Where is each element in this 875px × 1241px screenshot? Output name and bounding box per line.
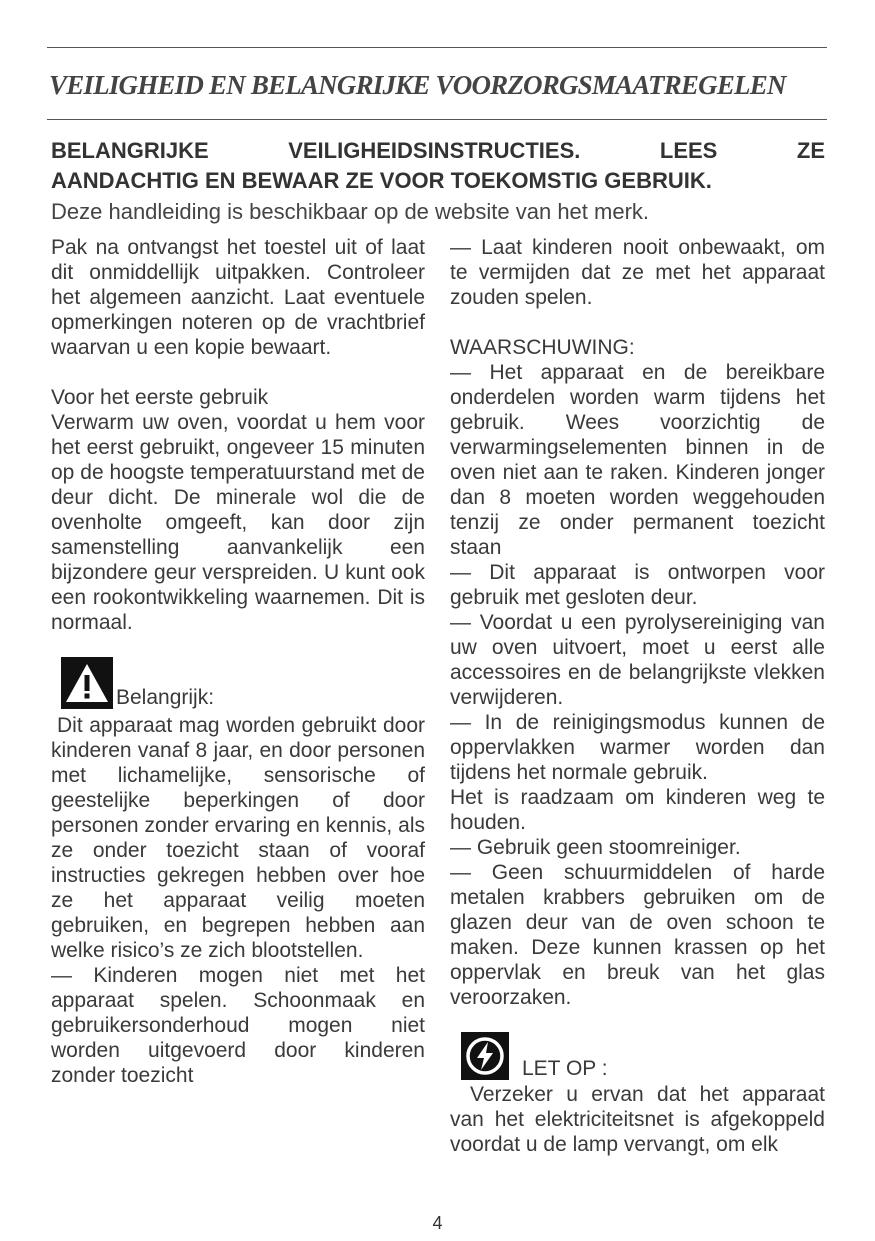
warning-scrapers: — Geen schuurmiddelen of harde metalen krabbers gebruiken om de glazen deur van de oven schoon te maken. Deze kunnen krassen op het oppervlak en breuk van het glas veroorzaken.	[450, 861, 825, 1009]
warning-children-away: Het is raadzaam om kinderen weg te houden.	[450, 786, 825, 834]
warning-cleaning-mode: — In de reinigingsmodus kunnen de oppervlakken warmer worden dan tijdens het normale gebruik.	[450, 711, 825, 784]
letop-label: LET OP :	[522, 1057, 608, 1080]
receipt-paragraph: Pak na ontvangst het toestel uit of laat dit onmiddellijk uitpakken. Controleer het algemeen aanzicht. Laat eventuele opmerkingen noteren op de vrachtbrief waarvan u een kopie bewaart.	[51, 236, 425, 359]
warning-hot-parts: — Het apparaat en de bereikbare onderdelen worden warm tijdens het gebruik. Wees voorzichtig de verwarmingselementen binnen in de oven niet aan te raken. Kinderen jonger dan 8 moeten worden weggehouden tenzij ze onder permanent toezicht staan	[450, 361, 825, 559]
important-paragraph: Dit apparaat mag worden gebruikt door kinderen vanaf 8 jaar, en door personen met lichamelijke, sensorische of geestelijke beperkingen of door personen zonder ervaring en kennis, als ze onder toezicht staan of vooraf instructies gekregen hebben over hoe ze het apparaat veilig moeten gebruiken, en begrepen hebben aan welke risico’s ze zich blootstellen.	[51, 714, 425, 962]
unattended-children-paragraph: — Laat kinderen nooit onbewaakt, om te vermijden dat ze met het apparaat zouden spelen.	[450, 236, 825, 309]
letop-notice-header	[450, 1032, 825, 1080]
intro-bold-instructions	[51, 136, 825, 196]
warning-steam: — Gebruik geen stoomreiniger.	[450, 836, 741, 859]
top-rule	[47, 47, 827, 48]
website-note: Deze handleiding is beschikbaar op de website van het merk.	[51, 199, 650, 224]
right-column	[450, 235, 825, 1157]
intro-bold-line-2: AANDACHTIG EN BEWAAR ZE VOOR TOEKOMSTIG GEBRUIK.	[51, 168, 712, 193]
first-use-paragraph: Verwarm uw oven, voordat u hem voor het eerst gebruikt, ongeveer 15 minuten op de hoogste temperatuurstand met de deur dicht. De minerale wol die de ovenholte omgeeft, kan door zijn samenstelling aanvankelijk een bijzondere geur verspreiden. U kunt ook een rookontwikkeling waarnemen. Dit is normaal.	[51, 411, 425, 634]
children-paragraph: — Kinderen mogen niet met het apparaat spelen. Schoonmaak en gebruikersonderhoud mogen niet worden uitgevoerd door kinderen zonder toezicht	[51, 964, 425, 1087]
warning-heading: WAARSCHUWING:	[450, 336, 635, 359]
warning-triangle-icon	[61, 657, 113, 709]
left-column	[51, 235, 425, 1088]
section-title: VEILIGHEID EN BELANGRIJKE VOORZORGSMAATREGELEN	[49, 70, 786, 100]
intro-bold-line-1: BELANGRIJKE VEILIGHEIDSINSTRUCTIES. LEES ZE	[51, 138, 825, 163]
lightning-bolt-icon	[461, 1032, 509, 1080]
page-number: 4	[432, 1213, 443, 1233]
intro-block	[51, 136, 825, 228]
important-notice-header	[51, 657, 425, 709]
first-use-heading: Voor het eerste gebruik	[51, 386, 269, 409]
warning-pyrolysis: — Voordat u een pyrolysereiniging van uw oven uitvoert, moet u eerst alle accessoires en de belangrijkste vlekken verwijderen.	[450, 611, 825, 709]
letop-paragraph: Verzeker u ervan dat het apparaat van het elektriciteitsnet is afgekoppeld voordat u de lamp vervangt, om elk	[450, 1083, 825, 1156]
warning-closed-door: — Dit apparaat is ontworpen voor gebruik met gesloten deur.	[450, 561, 825, 609]
important-label: Belangrijk:	[116, 686, 215, 709]
title-underline-rule	[47, 119, 827, 120]
